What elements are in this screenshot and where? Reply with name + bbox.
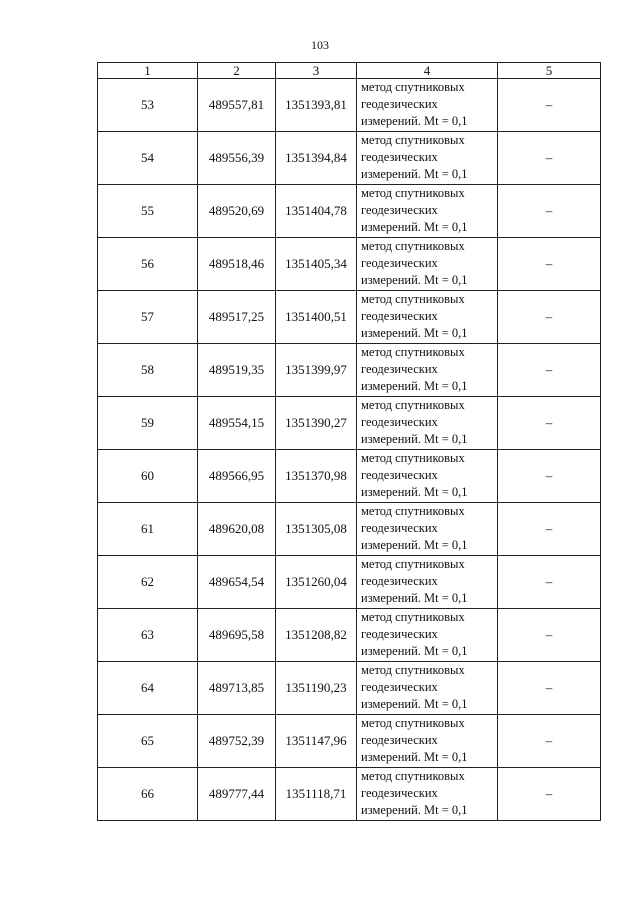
method-description-cell	[357, 397, 498, 450]
x-coordinate-cell: 489695,58	[198, 609, 276, 662]
point-number-cell: 63	[98, 609, 198, 662]
method-description-line-1: метод спутниковых	[361, 610, 465, 624]
x-coordinate-cell: 489519,35	[198, 344, 276, 397]
method-description-cell	[357, 291, 498, 344]
x-coordinate-cell: 489554,15	[198, 397, 276, 450]
column-5-cell: –	[498, 185, 601, 238]
y-coordinate-cell: 1351404,78	[276, 185, 357, 238]
method-description-line-2: геодезических	[361, 468, 438, 482]
method-description-cell	[357, 185, 498, 238]
column-5-cell: –	[498, 397, 601, 450]
column-header-4: 4	[357, 63, 498, 79]
table-row	[98, 503, 601, 556]
table-row	[98, 662, 601, 715]
table-row	[98, 132, 601, 185]
method-description-line-2: геодезических	[361, 150, 438, 164]
table-row	[98, 291, 601, 344]
point-number-cell: 54	[98, 132, 198, 185]
x-coordinate-cell: 489566,95	[198, 450, 276, 503]
y-coordinate-cell: 1351147,96	[276, 715, 357, 768]
method-description-cell	[357, 556, 498, 609]
point-number-cell: 64	[98, 662, 198, 715]
method-description-cell	[357, 132, 498, 185]
column-5-cell: –	[498, 344, 601, 397]
point-number-cell: 61	[98, 503, 198, 556]
column-header-2: 2	[198, 63, 276, 79]
method-description-line-2: геодезических	[361, 521, 438, 535]
y-coordinate-cell: 1351393,81	[276, 79, 357, 132]
column-5-cell: –	[498, 450, 601, 503]
y-coordinate-cell: 1351390,27	[276, 397, 357, 450]
x-coordinate-cell: 489752,39	[198, 715, 276, 768]
table-body	[98, 79, 601, 821]
point-number-cell: 53	[98, 79, 198, 132]
method-description-line-3: измерений. Mt = 0,1	[361, 803, 468, 817]
method-description-line-3: измерений. Mt = 0,1	[361, 485, 468, 499]
column-5-cell: –	[498, 503, 601, 556]
method-description-line-1: метод спутниковых	[361, 80, 465, 94]
method-description-line-1: метод спутниковых	[361, 557, 465, 571]
method-description-line-2: геодезических	[361, 362, 438, 376]
x-coordinate-cell: 489517,25	[198, 291, 276, 344]
method-description-line-1: метод спутниковых	[361, 504, 465, 518]
point-number-cell: 65	[98, 715, 198, 768]
point-number-cell: 60	[98, 450, 198, 503]
column-5-cell: –	[498, 291, 601, 344]
method-description-line-1: метод спутниковых	[361, 345, 465, 359]
x-coordinate-cell: 489777,44	[198, 768, 276, 821]
column-5-cell: –	[498, 768, 601, 821]
method-description-line-3: измерений. Mt = 0,1	[361, 273, 468, 287]
method-description-cell	[357, 238, 498, 291]
table-row	[98, 238, 601, 291]
column-5-cell: –	[498, 79, 601, 132]
column-5-cell: –	[498, 238, 601, 291]
method-description-line-2: геодезических	[361, 627, 438, 641]
point-number-cell: 66	[98, 768, 198, 821]
method-description-line-1: метод спутниковых	[361, 239, 465, 253]
y-coordinate-cell: 1351208,82	[276, 609, 357, 662]
column-5-cell: –	[498, 715, 601, 768]
x-coordinate-cell: 489620,08	[198, 503, 276, 556]
y-coordinate-cell: 1351118,71	[276, 768, 357, 821]
method-description-cell	[357, 609, 498, 662]
table-row	[98, 768, 601, 821]
column-header-5: 5	[498, 63, 601, 79]
method-description-line-1: метод спутниковых	[361, 292, 465, 306]
method-description-cell	[357, 450, 498, 503]
x-coordinate-cell: 489518,46	[198, 238, 276, 291]
method-description-line-1: метод спутниковых	[361, 663, 465, 677]
x-coordinate-cell: 489557,81	[198, 79, 276, 132]
y-coordinate-cell: 1351305,08	[276, 503, 357, 556]
column-header-3: 3	[276, 63, 357, 79]
x-coordinate-cell: 489654,54	[198, 556, 276, 609]
point-number-cell: 55	[98, 185, 198, 238]
table-row	[98, 185, 601, 238]
table-header-row	[98, 63, 601, 79]
point-number-cell: 58	[98, 344, 198, 397]
y-coordinate-cell: 1351400,51	[276, 291, 357, 344]
method-description-line-2: геодезических	[361, 97, 438, 111]
table-row	[98, 344, 601, 397]
method-description-line-2: геодезических	[361, 203, 438, 217]
table-row	[98, 556, 601, 609]
point-number-cell: 56	[98, 238, 198, 291]
method-description-line-3: измерений. Mt = 0,1	[361, 220, 468, 234]
method-description-line-3: измерений. Mt = 0,1	[361, 167, 468, 181]
point-number-cell: 62	[98, 556, 198, 609]
y-coordinate-cell: 1351260,04	[276, 556, 357, 609]
method-description-line-3: измерений. Mt = 0,1	[361, 379, 468, 393]
table-row	[98, 397, 601, 450]
method-description-line-3: измерений. Mt = 0,1	[361, 432, 468, 446]
method-description-line-2: геодезических	[361, 680, 438, 694]
column-5-cell: –	[498, 662, 601, 715]
method-description-line-1: метод спутниковых	[361, 186, 465, 200]
method-description-cell	[357, 662, 498, 715]
point-number-cell: 59	[98, 397, 198, 450]
coordinates-table	[97, 62, 601, 821]
method-description-line-2: геодезических	[361, 256, 438, 270]
method-description-line-3: измерений. Mt = 0,1	[361, 114, 468, 128]
point-number-cell: 57	[98, 291, 198, 344]
method-description-line-2: геодезических	[361, 309, 438, 323]
method-description-cell	[357, 768, 498, 821]
y-coordinate-cell: 1351399,97	[276, 344, 357, 397]
method-description-line-3: измерений. Mt = 0,1	[361, 538, 468, 552]
method-description-line-2: геодезических	[361, 574, 438, 588]
method-description-line-1: метод спутниковых	[361, 133, 465, 147]
method-description-line-2: геодезических	[361, 415, 438, 429]
method-description-line-1: метод спутниковых	[361, 769, 465, 783]
method-description-cell	[357, 344, 498, 397]
method-description-line-1: метод спутниковых	[361, 716, 465, 730]
table-row	[98, 450, 601, 503]
column-header-1: 1	[98, 63, 198, 79]
method-description-cell	[357, 79, 498, 132]
method-description-line-3: измерений. Mt = 0,1	[361, 644, 468, 658]
method-description-line-1: метод спутниковых	[361, 398, 465, 412]
method-description-line-3: измерений. Mt = 0,1	[361, 326, 468, 340]
y-coordinate-cell: 1351190,23	[276, 662, 357, 715]
method-description-cell	[357, 715, 498, 768]
method-description-line-2: геодезических	[361, 733, 438, 747]
method-description-line-2: геодезических	[361, 786, 438, 800]
x-coordinate-cell: 489520,69	[198, 185, 276, 238]
page-number: 103	[311, 38, 329, 52]
table-row	[98, 79, 601, 132]
x-coordinate-cell: 489556,39	[198, 132, 276, 185]
method-description-line-1: метод спутниковых	[361, 451, 465, 465]
method-description-cell	[357, 503, 498, 556]
y-coordinate-cell: 1351405,34	[276, 238, 357, 291]
table-row	[98, 715, 601, 768]
x-coordinate-cell: 489713,85	[198, 662, 276, 715]
y-coordinate-cell: 1351394,84	[276, 132, 357, 185]
y-coordinate-cell: 1351370,98	[276, 450, 357, 503]
column-5-cell: –	[498, 609, 601, 662]
table-row	[98, 609, 601, 662]
column-5-cell: –	[498, 132, 601, 185]
method-description-line-3: измерений. Mt = 0,1	[361, 591, 468, 605]
column-5-cell: –	[498, 556, 601, 609]
method-description-line-3: измерений. Mt = 0,1	[361, 697, 468, 711]
method-description-line-3: измерений. Mt = 0,1	[361, 750, 468, 764]
